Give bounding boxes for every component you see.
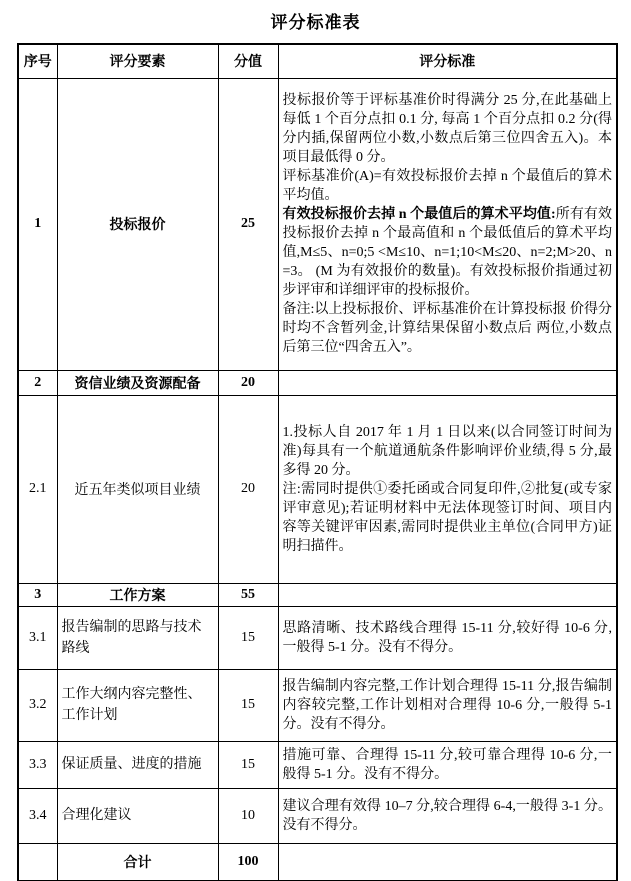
row-no-cell [18,843,57,881]
header-criteria: 评分标准 [278,44,617,78]
table-row-2-1 [18,395,617,583]
criteria-cell [278,78,617,370]
table-row-2 [18,370,617,395]
factor-cell: 资信业绩及资源配备 [57,370,218,395]
row-no-cell: 3.2 [18,669,57,741]
row-no-cell: 3.1 [18,606,57,669]
criteria-cell: 措施可靠、合理得 15-11 分,较可靠合理得 10-6 分,一般得 5-1 分。没有不得分。 [278,741,617,788]
header-factor: 评分要素 [57,44,218,78]
criteria-cell: 报告编制内容完整,工作计划合理得 15-11 分,报告编制内容较完整,工作计划相对合理得 10-6 分,一般得 5-1 分。没有不得分。 [278,669,617,741]
factor-cell: 报告编制的思路与技术路线 [57,606,218,669]
score-cell: 55 [218,583,278,606]
table-row-total [18,843,617,881]
criteria-paragraph: 投标报价等于评标基准价时得满分 25 分,在此基础上每低 1 个百分点扣 0.1 分, 每高 1 个百分点扣 0.2 分(得分内插,保留两位小数,小数点后第三位四舍五入)。本项目最低得 0 分。 [282,93,612,165]
score-cell: 25 [218,78,278,370]
row-no-cell: 2 [18,370,57,395]
score-cell: 15 [218,606,278,669]
score-cell: 20 [218,370,278,395]
header-score: 分值 [218,44,278,78]
criteria-paragraph [283,205,613,300]
criteria-bold-run: 有效投标报价去掉 n 个最值后的算术平均值: [282,207,556,222]
factor-cell: 工作大纲内容完整性、工作计划 [57,669,218,741]
factor-cell: 投标报价 [57,78,218,370]
factor-cell: 保证质量、进度的措施 [57,741,218,788]
page-title: 评分标准表 [270,13,361,32]
criteria-cell [278,395,617,583]
criteria-paragraph: 注:需同时提供①委托函或合同复印件,②批复(或专家评审意见);若证明材料中无法体现签订时间、项目内容等关键评审因素,需同时提供业主单位(合同甲方)证明扫描件。 [282,481,612,554]
criteria-cell: 建议合理有效得 10–7 分,较合理得 6-4,一般得 3-1 分。没有不得分。 [278,788,617,843]
score-cell: 15 [218,669,278,741]
header-row [18,44,617,78]
table-row-3-2 [18,669,617,741]
row-no-cell: 3 [18,583,57,606]
criteria-paragraph: 评标基准价(A)=有效投标报价去掉 n 个最值后的算术平均值。 [282,169,612,203]
criteria-text-run: 所有有效投标报价去掉 n 个最高值和 n 个最低值后的算术平均值,M≤5、n=0;5 <M≤10、n=1;10<M≤20、n=2;M>20、n=3。 (M 为有效报价的数量)。有效投标报价指通过初步评审和详细评审的投标报价。 [282,207,612,298]
table-row-3 [18,583,617,606]
factor-cell: 合计 [57,843,218,881]
table-row-3-4 [18,788,617,843]
criteria-cell [278,843,617,881]
header-no: 序号 [18,44,57,78]
score-cell: 10 [218,788,278,843]
factor-cell: 合理化建议 [57,788,218,843]
criteria-cell [278,370,617,395]
row-no-cell: 1 [18,78,57,370]
criteria-paragraph: 1.投标人自 2017 年 1 月 1 日以来(以合同签订时间为准)每具有一个航道通航条件影响评价业绩,得 5 分,最多得 20 分。 [282,424,612,478]
row-no-cell: 3.4 [18,788,57,843]
score-cell: 15 [218,741,278,788]
criteria-cell [278,583,617,606]
criteria-paragraph: 备注:以上投标报价、评标基准价在计算投标报 价得分时均不含暂列金,计算结果保留小数点后 两位,小数点后第三位“四舍五入”。 [282,302,612,355]
row-no-cell: 3.3 [18,741,57,788]
table-row-3-1 [18,606,617,669]
factor-cell: 工作方案 [57,583,218,606]
table-row-1 [18,78,617,370]
criteria-cell: 思路清晰、技术路线合理得 15-11 分,较好得 10-6 分,一般得 5-1 分。没有不得分。 [278,606,617,669]
row-no-cell: 2.1 [18,395,57,583]
score-cell: 100 [218,843,278,881]
scoring-table [17,43,618,881]
score-cell: 20 [218,395,278,583]
factor-cell: 近五年类似项目业绩 [57,395,218,583]
table-row-3-3 [18,741,617,788]
